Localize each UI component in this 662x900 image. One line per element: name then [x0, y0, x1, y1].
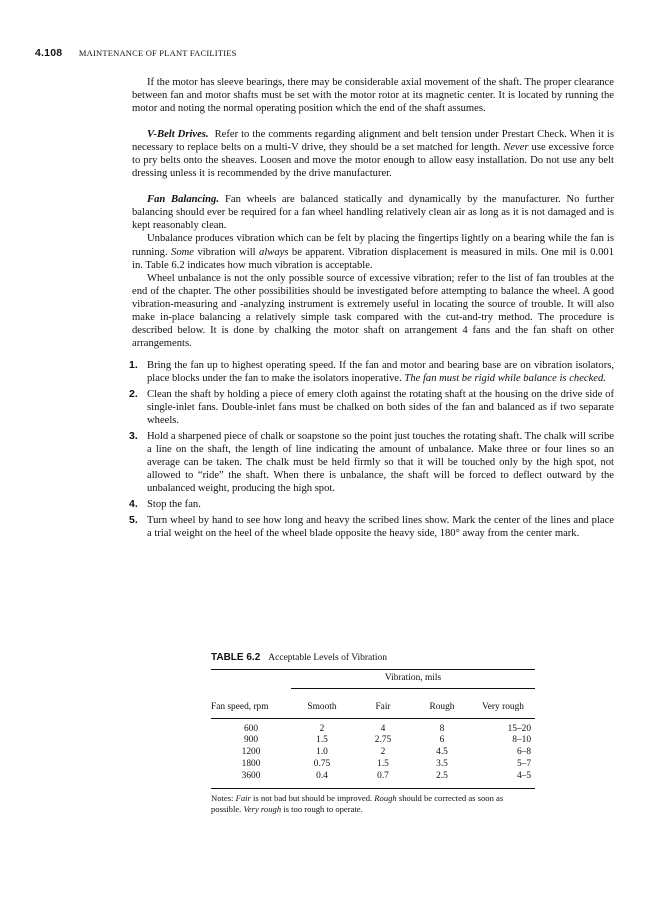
notes-text-1: is not bad but should be improved. — [253, 792, 373, 803]
fan-text-2c: be apparent. Vibration displacement is measured in mils. One mil is 0.001 in. Table 6.2 indicates how much vibration is acceptable. — [132, 246, 614, 271]
vbelt-never: Never — [503, 142, 529, 154]
fan-text-1: Fan wheels are balanced statically and dynamically by the manufacturer. No further balancing should ever be required for a fan wheel handling relatively clean air as long as it is not damaged and is kept reasonably clean. — [132, 194, 614, 232]
table-group-header: Vibration, mils — [291, 670, 535, 688]
notes-text-2: should be corrected as soon as possible. — [211, 792, 504, 814]
step-item — [129, 387, 614, 427]
table-label: TABLE 6.2 — [211, 652, 261, 663]
para-wheel-unbalance: Wheel unbalance is not the only possible source of excessive vibration; refer to the list of fan troubles at the end of the chapter. The other possibilities should be investigated before attempting to balance the wheel. A good vibration-measuring and -analyzing instrument is extremely useful in locating the source of trouble. It will also make in-place balancing a relatively simple task compared with the cut-and-try method. The procedure is described below. It is done by chalking the motor shaft on arrangement 4 fans and the fan shaft on other arrangements. — [132, 272, 614, 349]
table-cell: 2 — [319, 723, 325, 734]
step-text: Turn wheel by hand to see how long and heavy the scribed lines show. Mark the center of the lines and place a trial weight on the heel of the wheel blade opposite the heavy side, 180° away from the center mark. — [147, 515, 614, 540]
col-header: Rough — [429, 701, 455, 712]
notes-text-3: is too rough to operate. — [283, 803, 363, 814]
table-cell: 4 — [380, 723, 386, 734]
table-bottom-rule — [211, 788, 535, 789]
table-cell: 1200 — [241, 747, 261, 758]
step-number: 3. — [129, 430, 138, 443]
table-cell: 3600 — [241, 770, 261, 781]
table-caption-text: Acceptable Levels of Vibration — [268, 653, 388, 663]
table-cell: 0.4 — [316, 770, 328, 781]
table-cell: 6 — [439, 735, 445, 746]
vbelt-heading: V-Belt Drives. — [147, 129, 209, 141]
table-cell: 1.5 — [377, 758, 389, 769]
step-item — [129, 498, 614, 511]
page-number: 4.108 — [35, 47, 63, 59]
vibration-table-block — [211, 652, 535, 815]
table-cell: 8 — [439, 723, 445, 734]
step-item — [129, 430, 614, 495]
page-body — [129, 76, 614, 544]
col-header: Smooth — [307, 701, 337, 712]
step-text: Hold a sharpened piece of chalk or soapstone so the point just touches the rotating shaft. The chalk will scribe a line on the shaft, the length of line indicating the amount of unbalance. Make three or four lines so an average can be taken. The chalk must be held firmly so that it will be touched only by the high spot, not allowed to “ride” the shaft. When there is unbalance, the shaft will be forced to deflect outward by the unbalanced weight, producing the high spot. — [147, 431, 614, 495]
para-vbelt — [132, 128, 614, 180]
step-number: 1. — [129, 358, 138, 371]
table-cell: 1.5 — [316, 735, 328, 746]
step-number: 5. — [129, 514, 138, 527]
table-cell: 4.5 — [436, 747, 448, 758]
table-notes — [211, 793, 535, 815]
step-text: Stop the fan. — [147, 499, 201, 511]
table-row — [211, 735, 535, 747]
step-italic: The fan must be rigid while balance is checked. — [404, 372, 606, 384]
table-cell: 1.0 — [316, 747, 328, 758]
step-text: Clean the shaft by holding a piece of emery cloth against the rotating shaft at the housing on the drive side of single-inlet fans. Double-inlet fans must be chalked on both sides of the fan and balanced as if two separate wheels. — [147, 388, 614, 427]
fan-always: always — [259, 246, 289, 258]
col-header: Fan speed, rpm — [211, 701, 269, 712]
table-row — [211, 724, 535, 736]
table-cell: 1800 — [241, 758, 261, 769]
table-cell: 15–20 — [507, 723, 531, 734]
para-fan-balancing — [132, 193, 614, 232]
table-cell: 5–7 — [516, 758, 531, 769]
col-header: Very rough — [482, 701, 524, 712]
table-caption — [211, 652, 535, 663]
table-cell: 3.5 — [436, 758, 448, 769]
vbelt-text-b: use excessive force to pry belts onto the sheaves. Loosen and move the motor enough to allow easy installation. Do not use any belt dressing unless it is recommended by the drive manufacturer. — [132, 142, 614, 180]
table-header-row — [211, 688, 535, 718]
table-row — [211, 771, 535, 788]
balancing-steps — [129, 358, 614, 541]
fan-heading: Fan Balancing. — [147, 194, 219, 206]
notes-rough: Rough — [374, 792, 397, 803]
table-cell: 8–10 — [512, 735, 531, 746]
table-row — [211, 747, 535, 759]
para-unbalance — [132, 232, 614, 271]
table-cell: 600 — [243, 723, 259, 734]
vibration-table — [211, 670, 535, 788]
fan-text-2b: vibration will — [197, 246, 256, 258]
step-item — [129, 514, 614, 540]
col-header: Fair — [375, 701, 391, 712]
table-cell: 2.5 — [436, 770, 448, 781]
table-row — [211, 759, 535, 771]
fan-text-2a: Unbalance produces vibration which can be felt by placing the fingertips lightly on a bearing while the fan is running. — [132, 233, 614, 258]
table-cell: 0.75 — [313, 758, 331, 769]
table-cell: 900 — [243, 735, 259, 746]
running-header — [35, 47, 237, 59]
vbelt-text-a: Refer to the comments regarding alignment and belt tension under Prestart Check. When it is necessary to replace belts on a multi-V drive, they should be a set matched for length. — [132, 129, 614, 154]
notes-fair: Fair — [235, 792, 251, 803]
table-cell: 0.7 — [377, 770, 389, 781]
step-number: 2. — [129, 387, 138, 400]
step-text: Bring the fan up to highest operating speed. If the fan and motor and bearing base are on vibration isolators, place blocks under the fan to make the isolators inoperative. — [147, 359, 614, 384]
notes-prefix: Notes: — [211, 792, 234, 803]
table-cell: 2 — [380, 747, 386, 758]
table-cell: 2.75 — [374, 735, 392, 746]
step-number: 4. — [129, 498, 138, 511]
notes-very-rough: Very rough — [243, 803, 282, 814]
table-cell: 4–5 — [516, 770, 531, 781]
para-sleeve-bearings: If the motor has sleeve bearings, there may be considerable axial movement of the shaft. The proper clearance between fan and motor shafts must be set with the motor rotor at its magnetic center. It is located by running the motor and noting the normal operating position which the end of the shaft assumes. — [132, 77, 614, 115]
running-title: MAINTENANCE OF PLANT FACILITIES — [78, 48, 237, 58]
fan-some: Some — [171, 246, 194, 258]
table-cell: 6–8 — [516, 747, 531, 758]
step-item — [129, 358, 614, 385]
